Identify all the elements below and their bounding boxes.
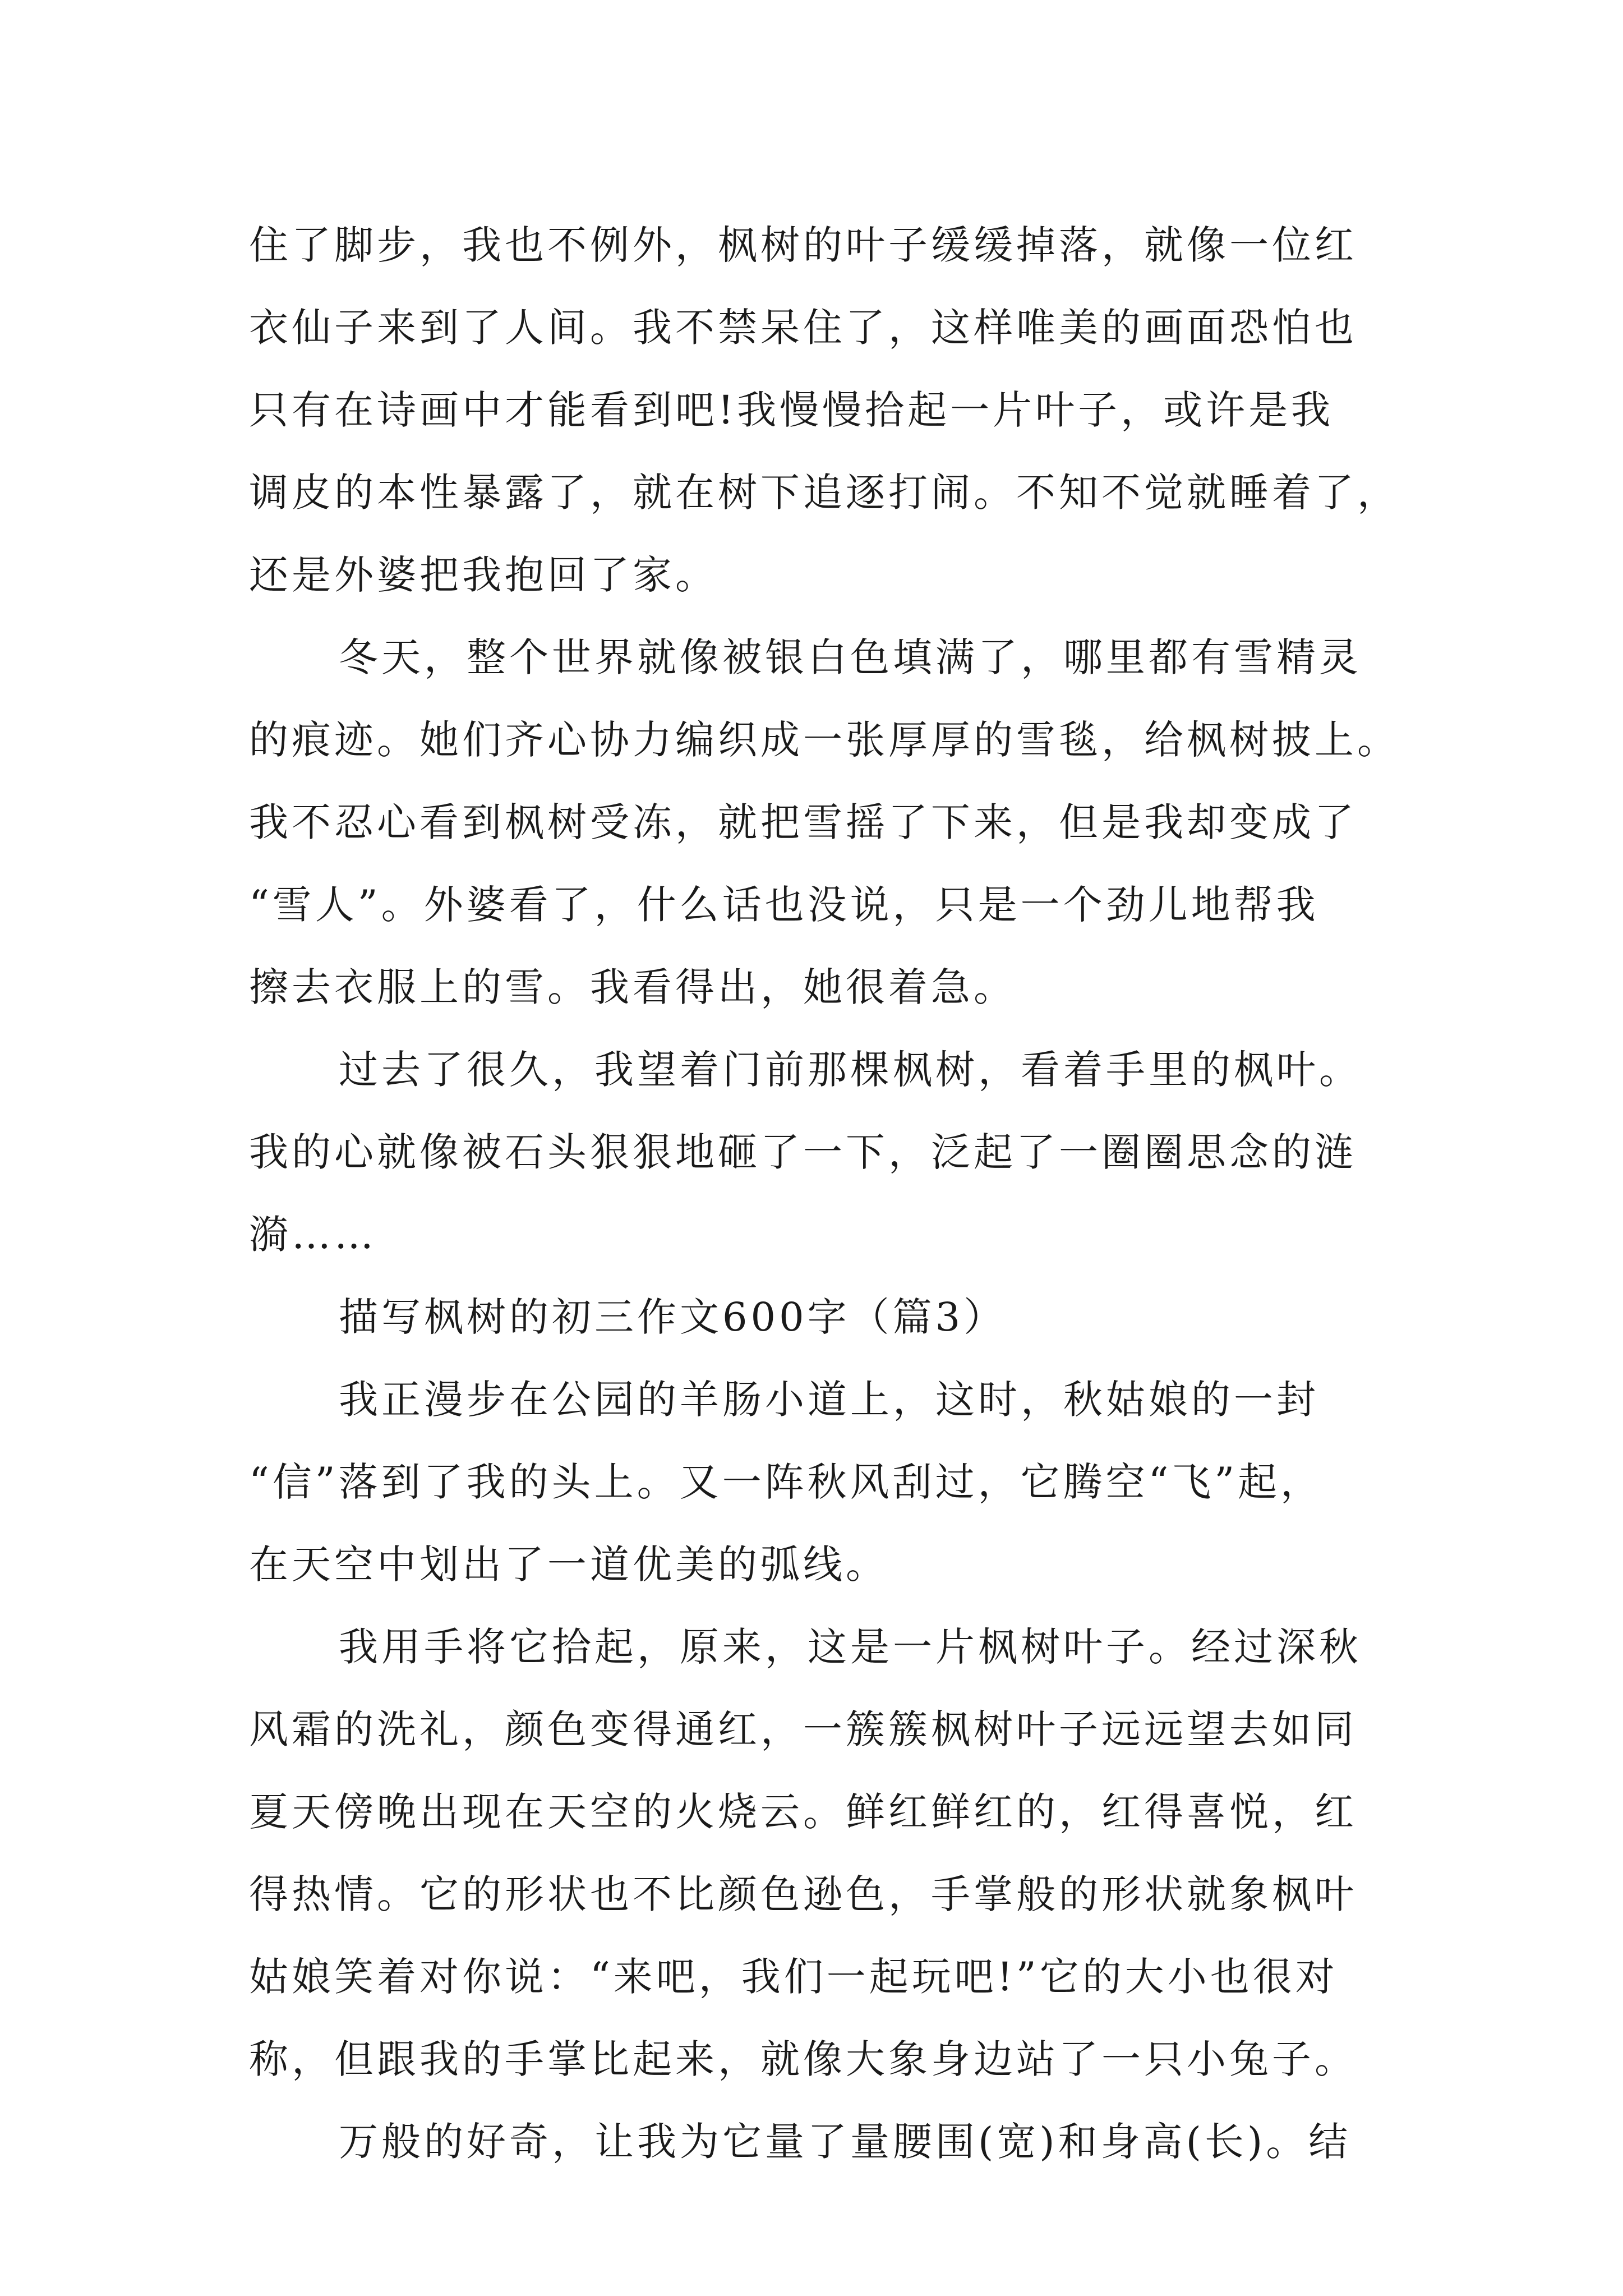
- text-line: 得热情。它的形状也不比颜色逊色，手掌般的形状就象枫叶: [249, 1871, 1357, 1917]
- text-line: 在天空中划出了一道优美的弧线。: [249, 1542, 888, 1588]
- text-line: 调皮的本性暴露了，就在树下追逐打闹。不知不觉就睡着了，: [249, 470, 1400, 516]
- paragraph-first-line: 冬天，整个世界就像被银白色填满了，哪里都有雪精灵: [339, 634, 1362, 680]
- paragraph-first-line: 万般的好奇，让我为它量了量腰围(宽)和身高(长)。结: [339, 2119, 1352, 2165]
- text-line: 还是外婆把我抱回了家。: [249, 552, 718, 598]
- text-line: 的痕迹。她们齐心协力编织成一张厚厚的雪毯，给枫树披上。: [249, 717, 1400, 763]
- text-line: 我的心就像被石头狠狠地砸了一下，泛起了一圈圈思念的涟: [249, 1129, 1357, 1175]
- text-line: 我不忍心看到枫树受冻，就把雪摇了下来，但是我却变成了: [249, 799, 1357, 845]
- paragraph-first-line: 我正漫步在公园的羊肠小道上，这时，秋姑娘的一封: [339, 1377, 1319, 1423]
- paragraph-first-line: 过去了很久，我望着门前那棵枫树，看着手里的枫叶。: [339, 1047, 1362, 1093]
- text-line: 夏天傍晚出现在天空的火烧云。鲜红鲜红的，红得喜悦，红: [249, 1789, 1357, 1835]
- paragraph-first-line: 我用手将它拾起，原来，这是一片枫树叶子。经过深秋: [339, 1624, 1362, 1670]
- text-line: 只有在诗画中才能看到吧!我慢慢拾起一片叶子，或许是我: [249, 387, 1334, 433]
- text-line: “信”落到了我的头上。又一阵秋风刮过，它腾空“飞”起，: [249, 1459, 1324, 1505]
- text-line: 住了脚步，我也不例外，枫树的叶子缓缓掉落，就像一位红: [249, 222, 1357, 268]
- text-line: “雪人”。外婆看了，什么话也没说，只是一个劲儿地帮我: [249, 882, 1319, 928]
- text-line: 风霜的洗礼，颜色变得通红，一簇簇枫树叶子远远望去如同: [249, 1706, 1357, 1752]
- text-line: 称，但跟我的手掌比起来，就像大象身边站了一只小兔子。: [249, 2036, 1357, 2082]
- text-line: 漪……: [249, 1212, 377, 1258]
- section-heading: 描写枫树的初三作文600字（篇3）: [339, 1294, 1007, 1340]
- text-line: 擦去衣服上的雪。我看得出，她很着急。: [249, 964, 1016, 1010]
- text-line: 姑娘笑着对你说：“来吧，我们一起玩吧!”它的大小也很对: [249, 1954, 1338, 2000]
- text-line: 衣仙子来到了人间。我不禁呆住了，这样唯美的画面恐怕也: [249, 305, 1357, 351]
